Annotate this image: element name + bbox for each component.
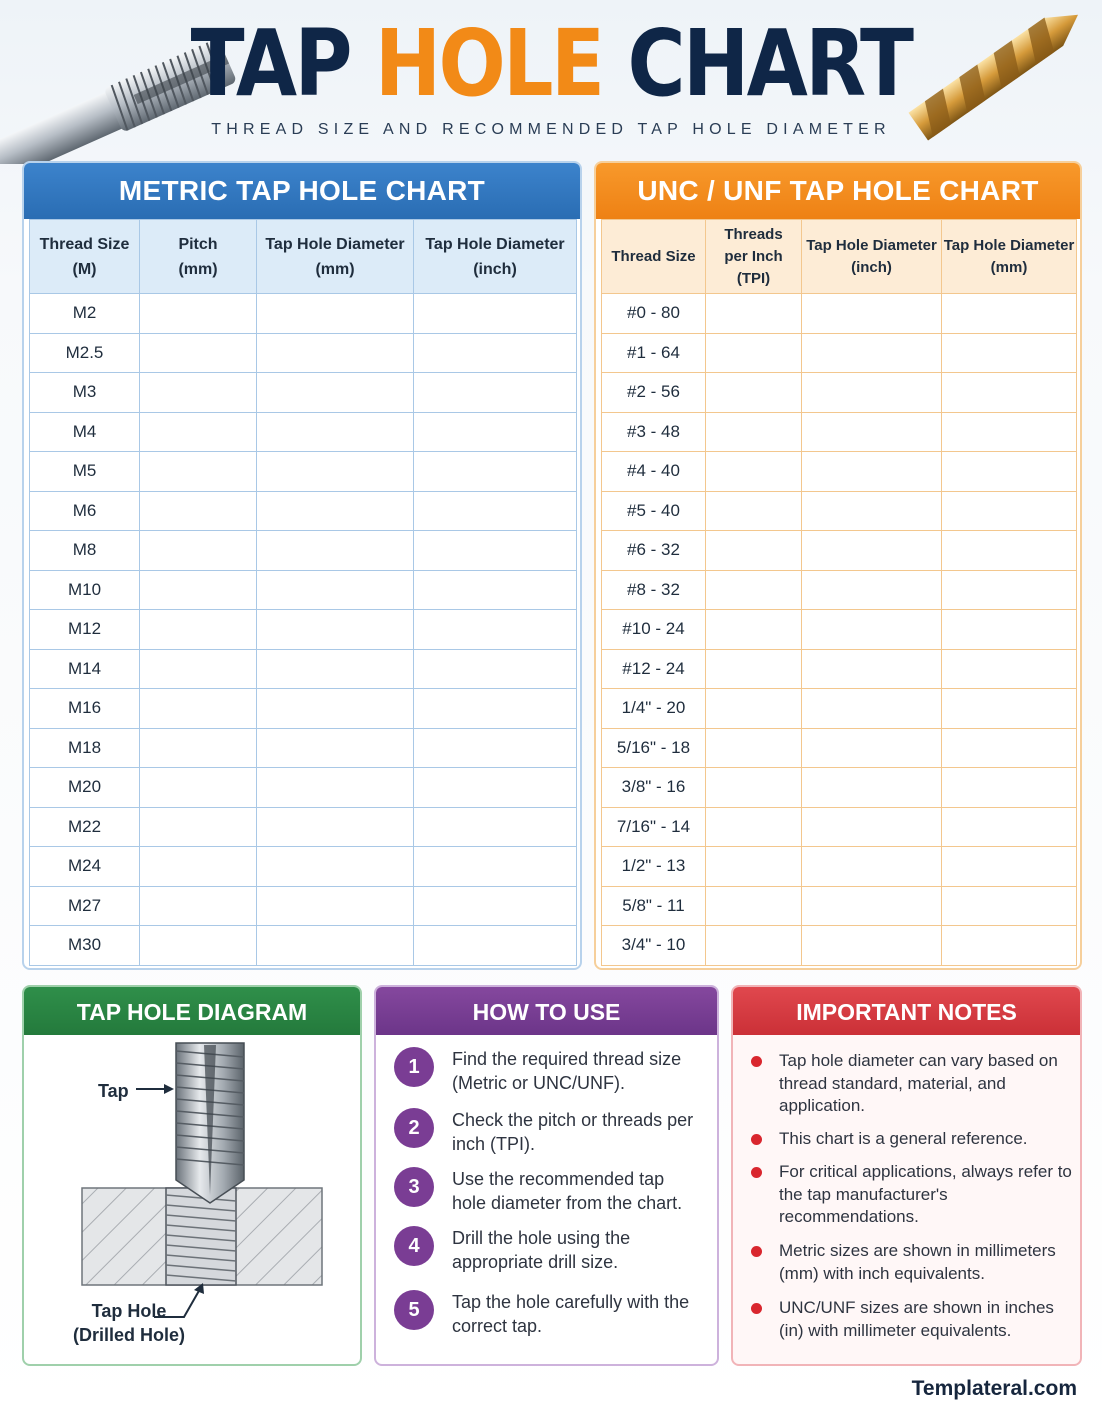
unc-empty-cell[interactable] [706,491,802,531]
unc-empty-cell[interactable] [942,728,1077,768]
note-text: UNC/UNF sizes are shown in inches (in) with millimeter equivalents. [779,1298,1054,1340]
important-notes-title: IMPORTANT NOTES [733,987,1080,1035]
metric-col-tap-hole-inch: Tap Hole Diameter (inch) [414,220,577,294]
bullet-icon [751,1303,762,1314]
metric-thread-size-cell: M22 [30,807,140,847]
unc-thread-size-cell: #12 - 24 [602,649,706,689]
metric-empty-cell[interactable] [140,768,257,808]
tap-hole-diagram-panel [22,985,362,1366]
metric-thread-size-cell: M20 [30,768,140,808]
metric-table-row [30,768,577,808]
metric-table-row [30,926,577,966]
metric-table-row [30,294,577,334]
unc-empty-cell[interactable] [802,886,942,926]
metric-empty-cell[interactable] [140,807,257,847]
step-text: Use the recommended tap hole diameter from the chart. [452,1169,683,1213]
metric-table-row [30,807,577,847]
metric-empty-cell[interactable] [257,768,414,808]
note-text: For critical applications, always refer to the tap manufacturer's recommendations. [779,1162,1072,1226]
unc-table-row [602,649,1077,689]
metric-empty-cell[interactable] [140,333,257,373]
title-chart: CHART [602,10,912,117]
unc-thread-size-cell: 3/8" - 16 [602,768,706,808]
metric-thread-size-cell: M18 [30,728,140,768]
unc-thread-size-cell: #3 - 48 [602,412,706,452]
metric-empty-cell[interactable] [140,491,257,531]
unc-empty-cell[interactable] [942,610,1077,650]
title-tap: TAP [190,10,375,117]
unc-table-row [602,610,1077,650]
unc-empty-cell[interactable] [942,649,1077,689]
metric-empty-cell[interactable] [257,491,414,531]
bullet-icon [751,1056,762,1067]
metric-thread-size-cell: M14 [30,649,140,689]
metric-empty-cell[interactable] [414,728,577,768]
unc-thread-size-cell: 3/4" - 10 [602,926,706,966]
unc-col-thread-size: Thread Size [602,220,706,294]
unc-empty-cell[interactable] [802,333,942,373]
metric-table-row [30,333,577,373]
metric-table-row [30,570,577,610]
metric-col-thread-size: Thread Size (M) [30,220,140,294]
unc-table-row [602,373,1077,413]
unc-thread-size-cell: #4 - 40 [602,452,706,492]
step-text: Tap the hole carefully with the correct tap. [452,1292,690,1336]
bullet-icon [751,1134,762,1145]
step-number-badge: 3 [394,1167,434,1207]
unc-empty-cell[interactable] [802,610,942,650]
unc-empty-cell[interactable] [802,926,942,966]
metric-thread-size-cell: M27 [30,886,140,926]
unc-empty-cell[interactable] [802,768,942,808]
unc-empty-cell[interactable] [942,294,1077,334]
unc-empty-cell[interactable] [706,531,802,571]
unc-empty-cell[interactable] [942,807,1077,847]
metric-empty-cell[interactable] [414,491,577,531]
unc-table-row [602,689,1077,729]
how-to-use-panel [374,985,719,1366]
unc-empty-cell[interactable] [706,333,802,373]
unc-empty-cell[interactable] [706,412,802,452]
metric-header-row [30,220,577,294]
metric-empty-cell[interactable] [414,610,577,650]
metric-empty-cell[interactable] [414,531,577,571]
metric-empty-cell[interactable] [257,412,414,452]
unc-empty-cell[interactable] [942,412,1077,452]
metric-empty-cell[interactable] [414,689,577,729]
unc-empty-cell[interactable] [706,689,802,729]
metric-empty-cell[interactable] [140,294,257,334]
unc-table-row [602,412,1077,452]
metric-thread-size-cell: M16 [30,689,140,729]
unc-table-row [602,333,1077,373]
unc-empty-cell[interactable] [802,728,942,768]
unc-table-row [602,531,1077,571]
metric-empty-cell[interactable] [140,412,257,452]
page-subtitle: THREAD SIZE AND RECOMMENDED TAP HOLE DIAMETER [211,121,891,138]
metric-thread-size-cell: M2.5 [30,333,140,373]
unc-empty-cell[interactable] [802,531,942,571]
unc-empty-cell[interactable] [706,926,802,966]
metric-empty-cell[interactable] [257,847,414,887]
unc-thread-size-cell: #6 - 32 [602,531,706,571]
unc-thread-size-cell: #10 - 24 [602,610,706,650]
metric-empty-cell[interactable] [257,333,414,373]
unc-table-row [602,294,1077,334]
unc-empty-cell[interactable] [802,452,942,492]
metric-table [29,219,577,966]
unc-table-row [602,807,1077,847]
metric-empty-cell[interactable] [140,452,257,492]
metric-empty-cell[interactable] [140,610,257,650]
diagram-title: TAP HOLE DIAGRAM [24,987,360,1035]
metric-col-tap-hole-mm: Tap Hole Diameter (mm) [257,220,414,294]
metric-empty-cell[interactable] [257,570,414,610]
metric-chart-title: METRIC TAP HOLE CHART [24,163,580,219]
unc-empty-cell[interactable] [802,807,942,847]
metric-thread-size-cell: M10 [30,570,140,610]
step-number-badge: 2 [394,1108,434,1148]
metric-col-pitch: Pitch (mm) [140,220,257,294]
metric-empty-cell[interactable] [140,886,257,926]
unc-table-row [602,728,1077,768]
unc-empty-cell[interactable] [802,294,942,334]
unc-thread-size-cell: #8 - 32 [602,570,706,610]
metric-empty-cell[interactable] [414,452,577,492]
unc-table-row [602,926,1077,966]
unc-col-tap-hole-inch: Tap Hole Diameter (inch) [802,220,942,294]
metric-empty-cell[interactable] [414,649,577,689]
metric-empty-cell[interactable] [257,373,414,413]
how-to-use-title: HOW TO USE [376,987,717,1035]
unc-table-row [602,847,1077,887]
unc-empty-cell[interactable] [942,886,1077,926]
metric-table-row [30,886,577,926]
page-title [77,10,1025,117]
metric-table-row [30,847,577,887]
unc-empty-cell[interactable] [802,689,942,729]
unc-empty-cell[interactable] [942,926,1077,966]
metric-thread-size-cell: M2 [30,294,140,334]
metric-empty-cell[interactable] [257,531,414,571]
unc-thread-size-cell: #5 - 40 [602,491,706,531]
bullet-icon [751,1246,762,1257]
unc-table-row [602,452,1077,492]
unc-col-tpi: Threads per Inch (TPI) [706,220,802,294]
metric-empty-cell[interactable] [414,886,577,926]
step-number-badge: 1 [394,1047,434,1087]
step-text: Drill the hole using the appropriate drill size. [452,1228,631,1272]
unc-empty-cell[interactable] [706,610,802,650]
metric-thread-size-cell: M4 [30,412,140,452]
unc-empty-cell[interactable] [706,294,802,334]
metric-empty-cell[interactable] [414,926,577,966]
unc-empty-cell[interactable] [706,452,802,492]
unc-empty-cell[interactable] [802,649,942,689]
unc-table-row [602,491,1077,531]
metric-empty-cell[interactable] [414,333,577,373]
metric-table-row [30,531,577,571]
unc-empty-cell[interactable] [706,570,802,610]
unc-empty-cell[interactable] [706,728,802,768]
metric-thread-size-cell: M12 [30,610,140,650]
metric-table-row [30,452,577,492]
step-number-badge: 4 [394,1226,434,1266]
metric-empty-cell[interactable] [257,807,414,847]
metric-empty-cell[interactable] [257,610,414,650]
metric-empty-cell[interactable] [257,689,414,729]
metric-empty-cell[interactable] [414,412,577,452]
unc-empty-cell[interactable] [942,333,1077,373]
metric-table-row [30,373,577,413]
unc-chart-title: UNC / UNF TAP HOLE CHART [596,163,1080,219]
title-hole: HOLE [374,10,603,117]
unc-empty-cell[interactable] [706,886,802,926]
metric-thread-size-cell: M5 [30,452,140,492]
step-number-badge: 5 [394,1290,434,1330]
unc-thread-size-cell: #1 - 64 [602,333,706,373]
step-text: Find the required thread size (Metric or UNC/UNF). [452,1049,682,1093]
metric-empty-cell[interactable] [414,768,577,808]
metric-empty-cell[interactable] [140,847,257,887]
unc-empty-cell[interactable] [802,373,942,413]
tap-hole-label: Tap Hole (Drilled Hole) [72,1301,185,1345]
metric-table-row [30,649,577,689]
metric-empty-cell[interactable] [257,649,414,689]
metric-empty-cell[interactable] [414,294,577,334]
metric-empty-cell[interactable] [257,886,414,926]
metric-table-row [30,610,577,650]
metric-empty-cell[interactable] [140,570,257,610]
unc-table-row [602,768,1077,808]
metric-empty-cell[interactable] [257,294,414,334]
footer-brand[interactable]: Templateral.com [911,1377,1077,1400]
unc-thread-size-cell: 7/16" - 14 [602,807,706,847]
unc-empty-cell[interactable] [942,373,1077,413]
tap-label: Tap [98,1081,129,1101]
metric-empty-cell[interactable] [414,570,577,610]
unc-empty-cell[interactable] [802,412,942,452]
unc-table-row [602,886,1077,926]
unc-thread-size-cell: 1/4" - 20 [602,689,706,729]
metric-table-row [30,412,577,452]
step-text: Check the pitch or threads per inch (TPI). [452,1110,694,1154]
metric-table-row [30,689,577,729]
unc-thread-size-cell: 5/16" - 18 [602,728,706,768]
unc-thread-size-cell: #2 - 56 [602,373,706,413]
metric-thread-size-cell: M24 [30,847,140,887]
unc-table-row [602,570,1077,610]
note-text: This chart is a general reference. [779,1129,1028,1148]
metric-table-row [30,491,577,531]
metric-empty-cell[interactable] [140,531,257,571]
metric-table-row [30,728,577,768]
important-notes-panel [731,985,1082,1366]
metric-empty-cell[interactable] [140,373,257,413]
unc-empty-cell[interactable] [942,768,1077,808]
metric-empty-cell[interactable] [140,649,257,689]
metric-empty-cell[interactable] [257,452,414,492]
unc-empty-cell[interactable] [942,570,1077,610]
unc-empty-cell[interactable] [706,847,802,887]
unc-thread-size-cell: 5/8" - 11 [602,886,706,926]
metric-chart-panel [22,161,582,970]
unc-empty-cell[interactable] [802,570,942,610]
unc-empty-cell[interactable] [942,689,1077,729]
unc-col-tap-hole-mm: Tap Hole Diameter (mm) [942,220,1077,294]
unc-empty-cell[interactable] [706,807,802,847]
unc-thread-size-cell: #0 - 80 [602,294,706,334]
unc-empty-cell[interactable] [802,847,942,887]
unc-thread-size-cell: 1/2" - 13 [602,847,706,887]
unc-empty-cell[interactable] [942,847,1077,887]
metric-empty-cell[interactable] [257,728,414,768]
unc-empty-cell[interactable] [706,649,802,689]
unc-empty-cell[interactable] [942,452,1077,492]
unc-table [601,219,1077,966]
note-text: Tap hole diameter can vary based on thread standard, material, and application. [779,1051,1058,1115]
metric-empty-cell[interactable] [414,847,577,887]
unc-empty-cell[interactable] [942,491,1077,531]
metric-empty-cell[interactable] [414,373,577,413]
unc-chart-panel [594,161,1082,970]
unc-empty-cell[interactable] [942,531,1077,571]
unc-empty-cell[interactable] [802,491,942,531]
metric-empty-cell[interactable] [257,926,414,966]
metric-empty-cell[interactable] [140,728,257,768]
metric-empty-cell[interactable] [140,926,257,966]
unc-empty-cell[interactable] [706,768,802,808]
unc-empty-cell[interactable] [706,373,802,413]
metric-thread-size-cell: M6 [30,491,140,531]
bullet-icon [751,1167,762,1178]
metric-thread-size-cell: M3 [30,373,140,413]
metric-empty-cell[interactable] [140,689,257,729]
metric-thread-size-cell: M30 [30,926,140,966]
metric-thread-size-cell: M8 [30,531,140,571]
note-text: Metric sizes are shown in millimeters (mm) with inch equivalents. [779,1241,1056,1283]
unc-header-row [602,220,1077,294]
metric-empty-cell[interactable] [414,807,577,847]
